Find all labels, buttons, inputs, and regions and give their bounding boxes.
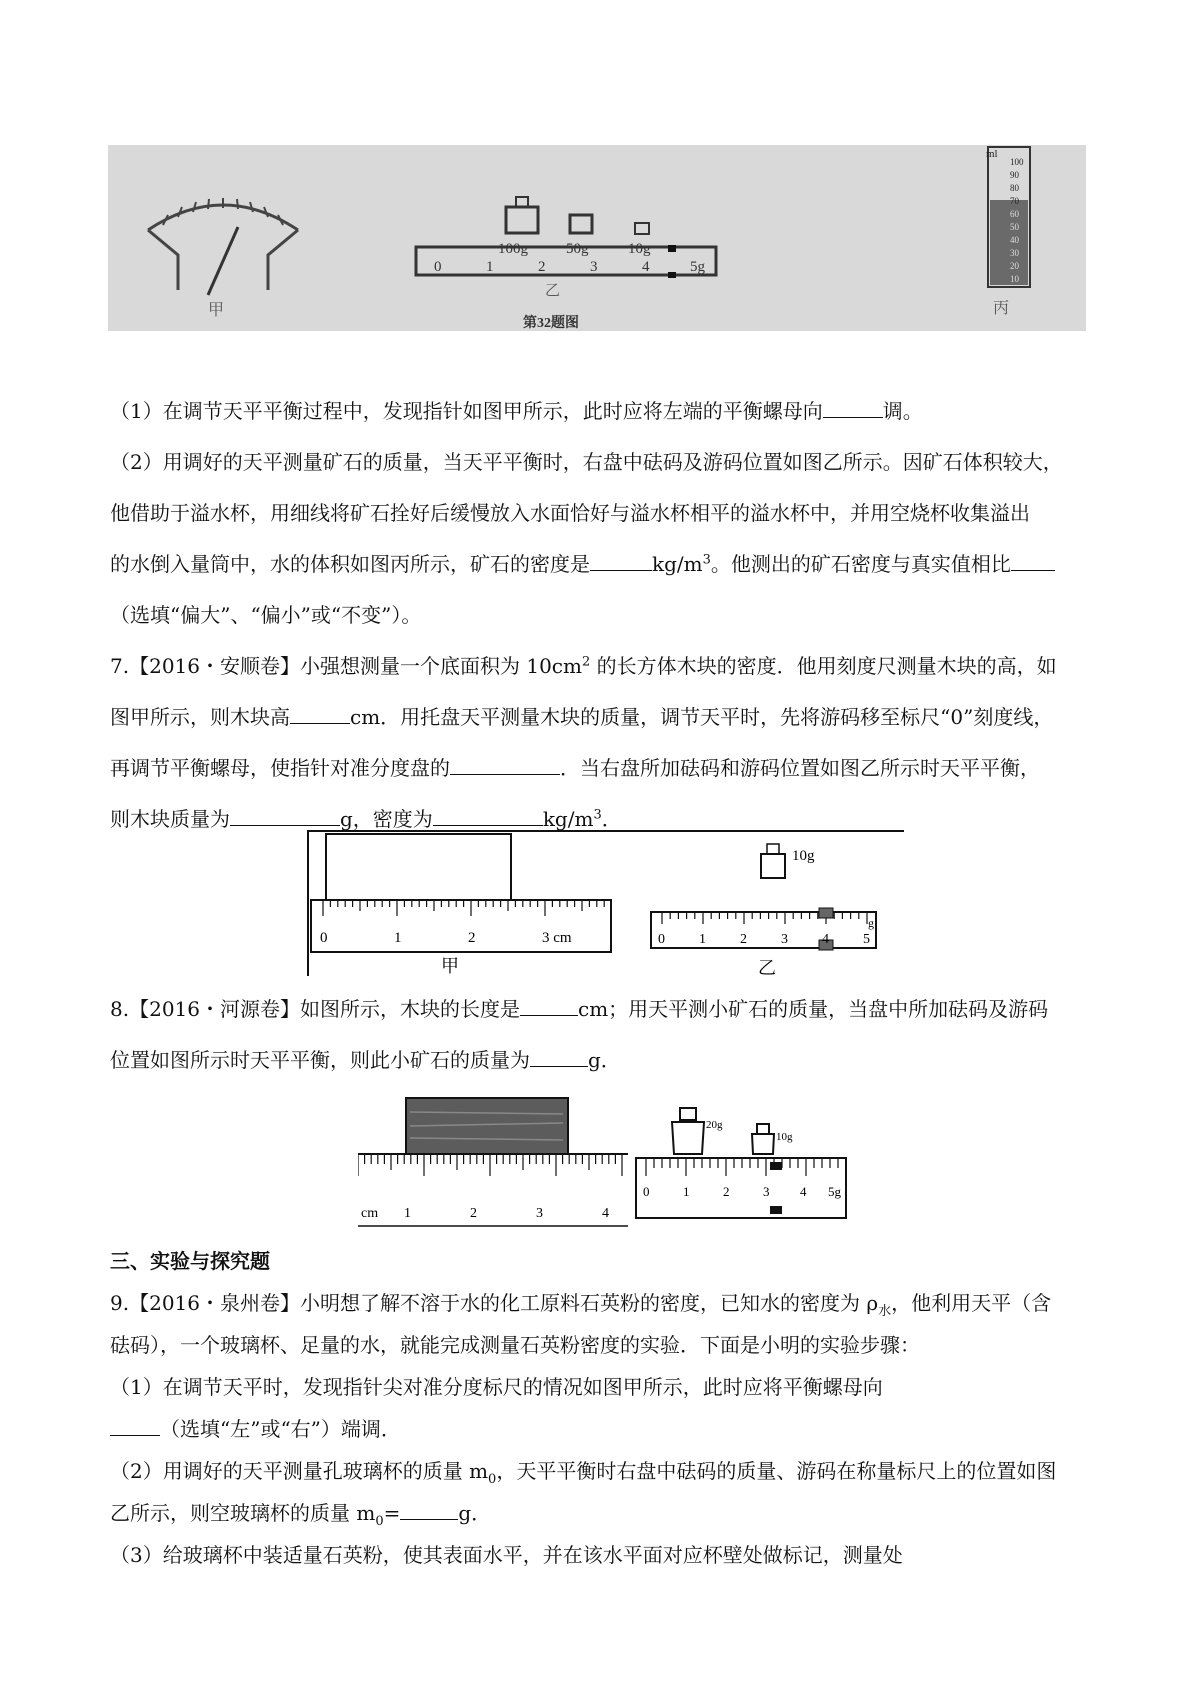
q7-line3 xyxy=(110,753,1100,783)
weight-label: 10g xyxy=(792,848,815,864)
tick: 1 xyxy=(699,932,706,947)
q7-line1: 7.【2016・安顺卷】小强想测量一个底面积为 $10cm^2$ 的长方体木块的密度．他用刻度尺测量木块的高，如 xyxy=(110,654,1057,678)
tick: 0 xyxy=(434,259,442,275)
tick: 2 xyxy=(538,259,546,275)
text: 小强想测量一个底面积为 10cm xyxy=(300,654,582,678)
answer-blank[interactable] xyxy=(110,1415,160,1436)
mark: 60 xyxy=(1010,209,1019,219)
text: 小明想了解不溶于水的化工原料石英粉的密度，已知水的密度为 ρ xyxy=(300,1291,879,1315)
weight-label: 50g xyxy=(566,241,589,257)
q7-figure-drawing xyxy=(306,830,906,978)
dial-pointer xyxy=(208,227,238,295)
q6-part2-line1: （2）用调好的天平测量矿石的质量，当天平平衡时，右盘中砝码及游码位置如图乙所示。因矿石体积较大， xyxy=(110,450,1063,474)
text: ．当右盘所加砝码和游码位置如图乙所示时天平平衡， xyxy=(560,756,1040,780)
tick: 4 xyxy=(800,1184,807,1199)
tick: 1 xyxy=(683,1184,690,1199)
q7-figure xyxy=(306,830,906,978)
answer-blank[interactable] xyxy=(230,805,340,826)
text: 再调节平衡螺母，使指针对准分度盘的 xyxy=(110,756,450,780)
q7-line2 xyxy=(110,702,1100,732)
answer-blank[interactable] xyxy=(520,995,578,1016)
question-number: 8. xyxy=(110,997,130,1021)
text: 则木块质量为 xyxy=(110,807,230,831)
figure-caption: 第32题图 xyxy=(523,316,579,331)
tick: 0 xyxy=(643,1184,650,1199)
q9-line1 xyxy=(110,1288,1100,1318)
rider-icon xyxy=(819,908,833,918)
q6-part2-line2: 他借助于溢水杯，用细线将矿石拴好后缓慢放入水面恰好与溢水杯相平的溢水杯中，并用空烧杯收集溢出 xyxy=(110,501,1030,525)
tick: 2 xyxy=(470,1206,477,1221)
figure-32 xyxy=(108,145,1086,331)
weight-label: 10g xyxy=(628,241,651,257)
q6-part2-line4: （选填“偏大”、“偏小”或“不变”）。 xyxy=(110,603,422,627)
question-source: 【2016・安顺卷】 xyxy=(129,654,300,678)
tick: 1 xyxy=(404,1206,411,1221)
tick: 2 xyxy=(723,1184,730,1199)
text: kg/m xyxy=(652,552,703,576)
mark: 30 xyxy=(1010,248,1019,258)
question-source: 【2016・泉州卷】 xyxy=(129,1291,300,1315)
weight-20g-icon xyxy=(672,1122,704,1154)
answer-blank[interactable] xyxy=(823,397,883,418)
text: 图甲所示，则木块高 xyxy=(110,705,290,729)
mark: 100 xyxy=(1010,157,1024,167)
tick: 2 xyxy=(740,932,747,947)
tick: 4 xyxy=(602,1206,609,1221)
text: cm；用天平测小矿石的质量，当盘中所加砝码及游码 xyxy=(578,997,1049,1021)
text: cm．用托盘天平测量木块的质量，调节天平时，先将游码移至标尺“0”刻度线， xyxy=(350,705,1054,729)
tick: cm xyxy=(361,1206,379,1221)
answer-blank[interactable] xyxy=(1011,550,1055,571)
answer-blank[interactable] xyxy=(450,754,560,775)
text: 。他测出的矿石密度与真实值相比 xyxy=(710,552,1011,576)
tick: 0 xyxy=(320,930,328,946)
tick: 1 xyxy=(486,259,494,275)
wood-block xyxy=(326,834,511,900)
q6-part2-line3: 的水倒入量筒中，水的体积如图丙所示，矿石的密度是 $kg/m^3$。他测出的矿石密度与真实值相比 xyxy=(110,549,1100,579)
text: 如图所示，木块的长度是 xyxy=(300,997,520,1021)
text: g． xyxy=(588,1048,621,1072)
unit: g xyxy=(868,916,874,930)
text: 的水倒入量筒中，水的体积如图丙所示，矿石的密度是 xyxy=(110,552,590,576)
tick: 5 xyxy=(863,932,870,947)
question-number: 9. xyxy=(110,1291,130,1315)
cylinder-water xyxy=(990,200,1028,285)
label-bing: 丙 xyxy=(993,300,1010,317)
q7-line4: 则木块质量为 g，密度为 $kg/m^3$． xyxy=(110,807,622,831)
weight-label: 10g xyxy=(776,1131,793,1143)
label-yi: 乙 xyxy=(758,958,776,978)
tick: 4 xyxy=(822,932,829,947)
mark: 80 xyxy=(1010,183,1019,193)
text: 乙所示，则空玻璃杯的质量 m xyxy=(110,1501,376,1525)
text: （选填“左”或“右”）端调． xyxy=(160,1417,401,1441)
q6-part1 xyxy=(110,396,1100,426)
answer-blank[interactable] xyxy=(400,1499,458,1520)
weight-100g-icon xyxy=(506,207,538,233)
tick: 2 xyxy=(468,930,476,946)
dial-scale xyxy=(148,205,298,230)
tick: 3 xyxy=(781,932,788,947)
tick: 0 xyxy=(658,932,665,947)
mark: 50 xyxy=(1010,222,1019,232)
q9-step1: （1）在调节天平时，发现指针尖对准分度标尺的情况如图甲所示，此时应将平衡螺母向 xyxy=(110,1375,883,1399)
subscript: 水 xyxy=(878,1304,892,1319)
question-source: 【2016・河源卷】 xyxy=(129,997,300,1021)
q9-step2 xyxy=(110,1456,1100,1486)
text: 的长方体木块的密度．他用刻度尺测量木块的高，如 xyxy=(590,654,1057,678)
tick: 3 xyxy=(763,1184,770,1199)
text: ，天平平衡时右盘中砝码的质量、游码在称量标尺上的位置如图 xyxy=(496,1459,1057,1483)
q9-step1-cont xyxy=(110,1414,1100,1444)
subscript: 0 xyxy=(375,1514,384,1529)
text: = xyxy=(383,1501,401,1525)
mark: 40 xyxy=(1010,235,1019,245)
weight-label: 20g xyxy=(706,1119,723,1131)
text: ． xyxy=(601,807,622,831)
q8-line1 xyxy=(110,994,1100,1024)
text: kg/m xyxy=(542,807,594,831)
answer-blank[interactable] xyxy=(590,550,652,571)
q8-figure-drawing xyxy=(358,1092,858,1228)
q8-line2 xyxy=(110,1045,1100,1075)
figure-32-drawing xyxy=(108,145,1086,331)
text: g． xyxy=(458,1501,492,1525)
cylinder-unit: ml xyxy=(986,148,998,160)
label-jia: 甲 xyxy=(441,956,459,976)
text: ，他利用天平（含 xyxy=(891,1291,1052,1315)
tick: 5g xyxy=(828,1184,841,1199)
weight-10g-icon xyxy=(761,854,785,878)
section-title: 三、实验与探究题 xyxy=(110,1249,270,1273)
weight-label: 100g xyxy=(498,241,528,257)
answer-blank[interactable] xyxy=(290,703,350,724)
rider-icon xyxy=(770,1162,782,1170)
mark: 70 xyxy=(1010,196,1019,206)
weight-10g-icon xyxy=(635,223,649,234)
weight-50g-icon xyxy=(570,215,592,233)
text: g，密度为 xyxy=(340,807,433,831)
text: （1）在调节天平平衡过程中，发现指针如图甲所示，此时应将左端的平衡螺母向 xyxy=(110,399,823,423)
tick: 5g xyxy=(690,259,705,275)
answer-blank[interactable] xyxy=(530,1046,588,1067)
label-jia: 甲 xyxy=(208,302,225,319)
answer-blank[interactable] xyxy=(433,805,543,826)
q8-figure xyxy=(358,1092,858,1228)
mark: 10 xyxy=(1010,274,1019,284)
text: （2）用调好的天平测量孔玻璃杯的质量 m xyxy=(110,1459,489,1483)
mark: 20 xyxy=(1010,261,1019,271)
tick: 3 xyxy=(590,259,598,275)
text: 位置如图所示时天平平衡，则此小矿石的质量为 xyxy=(110,1048,530,1072)
label-yi: 乙 xyxy=(545,283,561,299)
tick: 3 xyxy=(536,1206,543,1221)
q9-step2-cont xyxy=(110,1498,1100,1528)
q9-step3: （3）给玻璃杯中装适量石英粉，使其表面水平，并在该水平面对应杯壁处做标记，测量处 xyxy=(110,1543,903,1567)
subscript: 0 xyxy=(488,1472,497,1487)
tick: 1 xyxy=(394,930,402,946)
q9-line2: 砝码），一个玻璃杯、足量的水，就能完成测量石英粉密度的实验．下面是小明的实验步骤： xyxy=(110,1333,920,1357)
tick: 3 cm xyxy=(542,930,572,946)
tick: 4 xyxy=(642,259,650,275)
rider-icon xyxy=(668,245,676,252)
question-number: 7. xyxy=(110,654,130,678)
weight-10g-icon xyxy=(752,1134,774,1154)
text: 调。 xyxy=(882,399,923,423)
mark: 90 xyxy=(1010,170,1019,180)
